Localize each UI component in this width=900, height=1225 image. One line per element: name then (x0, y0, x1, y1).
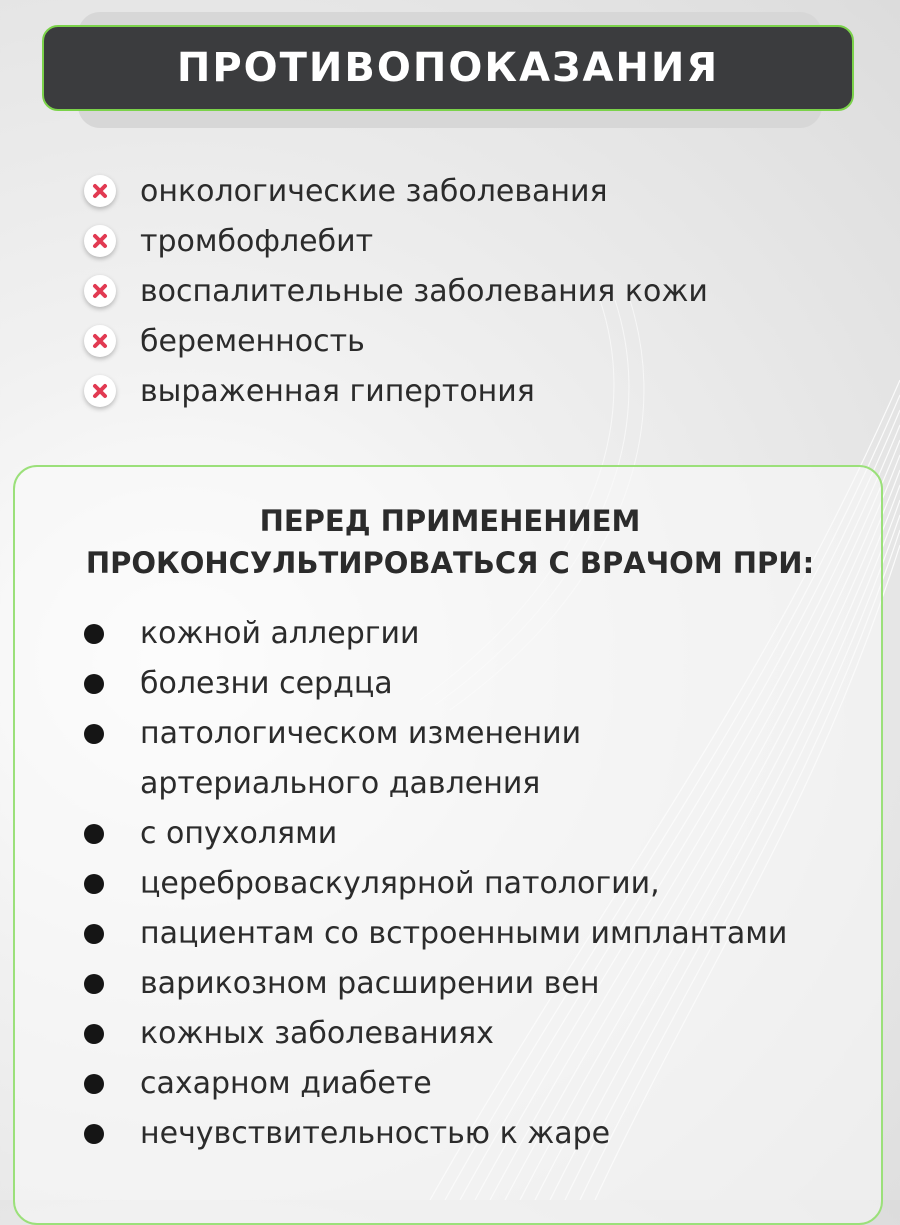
list-item (84, 366, 708, 416)
consult-heading-line-2: ПРОКОНСУЛЬТИРОВАТЬСЯ С ВРАЧОМ ПРИ: (85, 546, 815, 580)
bullet-dot-icon (84, 1074, 104, 1094)
bullet-dot-icon (84, 624, 104, 644)
bullet-dot-icon (84, 924, 104, 944)
list-item-text: варикозном расширении вен (140, 966, 600, 1001)
list-item (84, 1009, 787, 1059)
x-mark-icon (84, 325, 116, 357)
consult-heading-line-1: ПЕРЕД ПРИМЕНЕНИЕМ (259, 504, 641, 538)
list-item (84, 216, 708, 266)
list-item (84, 1059, 787, 1109)
bullet-dot-icon (84, 874, 104, 894)
list-item-text: нечувствительностью к жаре (140, 1116, 611, 1151)
list-item (84, 859, 787, 909)
list-item-text: воспалительные заболевания кожи (140, 273, 708, 309)
x-mark-icon (84, 275, 116, 307)
list-item-text: болезни сердца (140, 666, 393, 701)
bullet-dot-icon (84, 674, 104, 694)
x-mark-icon (84, 375, 116, 407)
consult-list (84, 609, 787, 1159)
list-item (84, 709, 787, 809)
list-item (84, 959, 787, 1009)
list-item-text: с опухолями (140, 816, 338, 851)
bullet-dot-icon (84, 724, 104, 744)
bullet-dot-icon (84, 974, 104, 994)
list-item (84, 166, 708, 216)
list-item (84, 1109, 787, 1159)
list-item-text: сахарном диабете (140, 1066, 432, 1101)
list-item-text: цереброваскулярной патологии, (140, 866, 660, 901)
list-item (84, 659, 787, 709)
list-item-text: пациентам со встроенными имплантами (140, 916, 788, 951)
list-item-text: кожных заболеваниях (140, 1016, 494, 1051)
list-item-text: выраженная гипертония (140, 373, 535, 409)
x-mark-icon (84, 175, 116, 207)
list-item-text: беременность (140, 323, 365, 359)
list-item (84, 909, 787, 959)
list-item (84, 609, 787, 659)
list-item-text: онкологические заболевания (140, 173, 608, 209)
list-item (84, 316, 708, 366)
contraindications-list (84, 166, 708, 416)
x-mark-icon (84, 225, 116, 257)
list-item-text: кожной аллергии (140, 616, 420, 651)
page-title: ПРОТИВОПОКАЗАНИЯ (176, 45, 720, 91)
list-item-text: тромбофлебит (140, 223, 374, 259)
list-item (84, 266, 708, 316)
bullet-dot-icon (84, 1124, 104, 1144)
bullet-dot-icon (84, 1024, 104, 1044)
list-item-text: патологическом изменении артериального давления (140, 716, 582, 801)
list-item (84, 809, 787, 859)
consult-heading (0, 500, 900, 584)
title-banner (42, 25, 854, 111)
bullet-dot-icon (84, 824, 104, 844)
